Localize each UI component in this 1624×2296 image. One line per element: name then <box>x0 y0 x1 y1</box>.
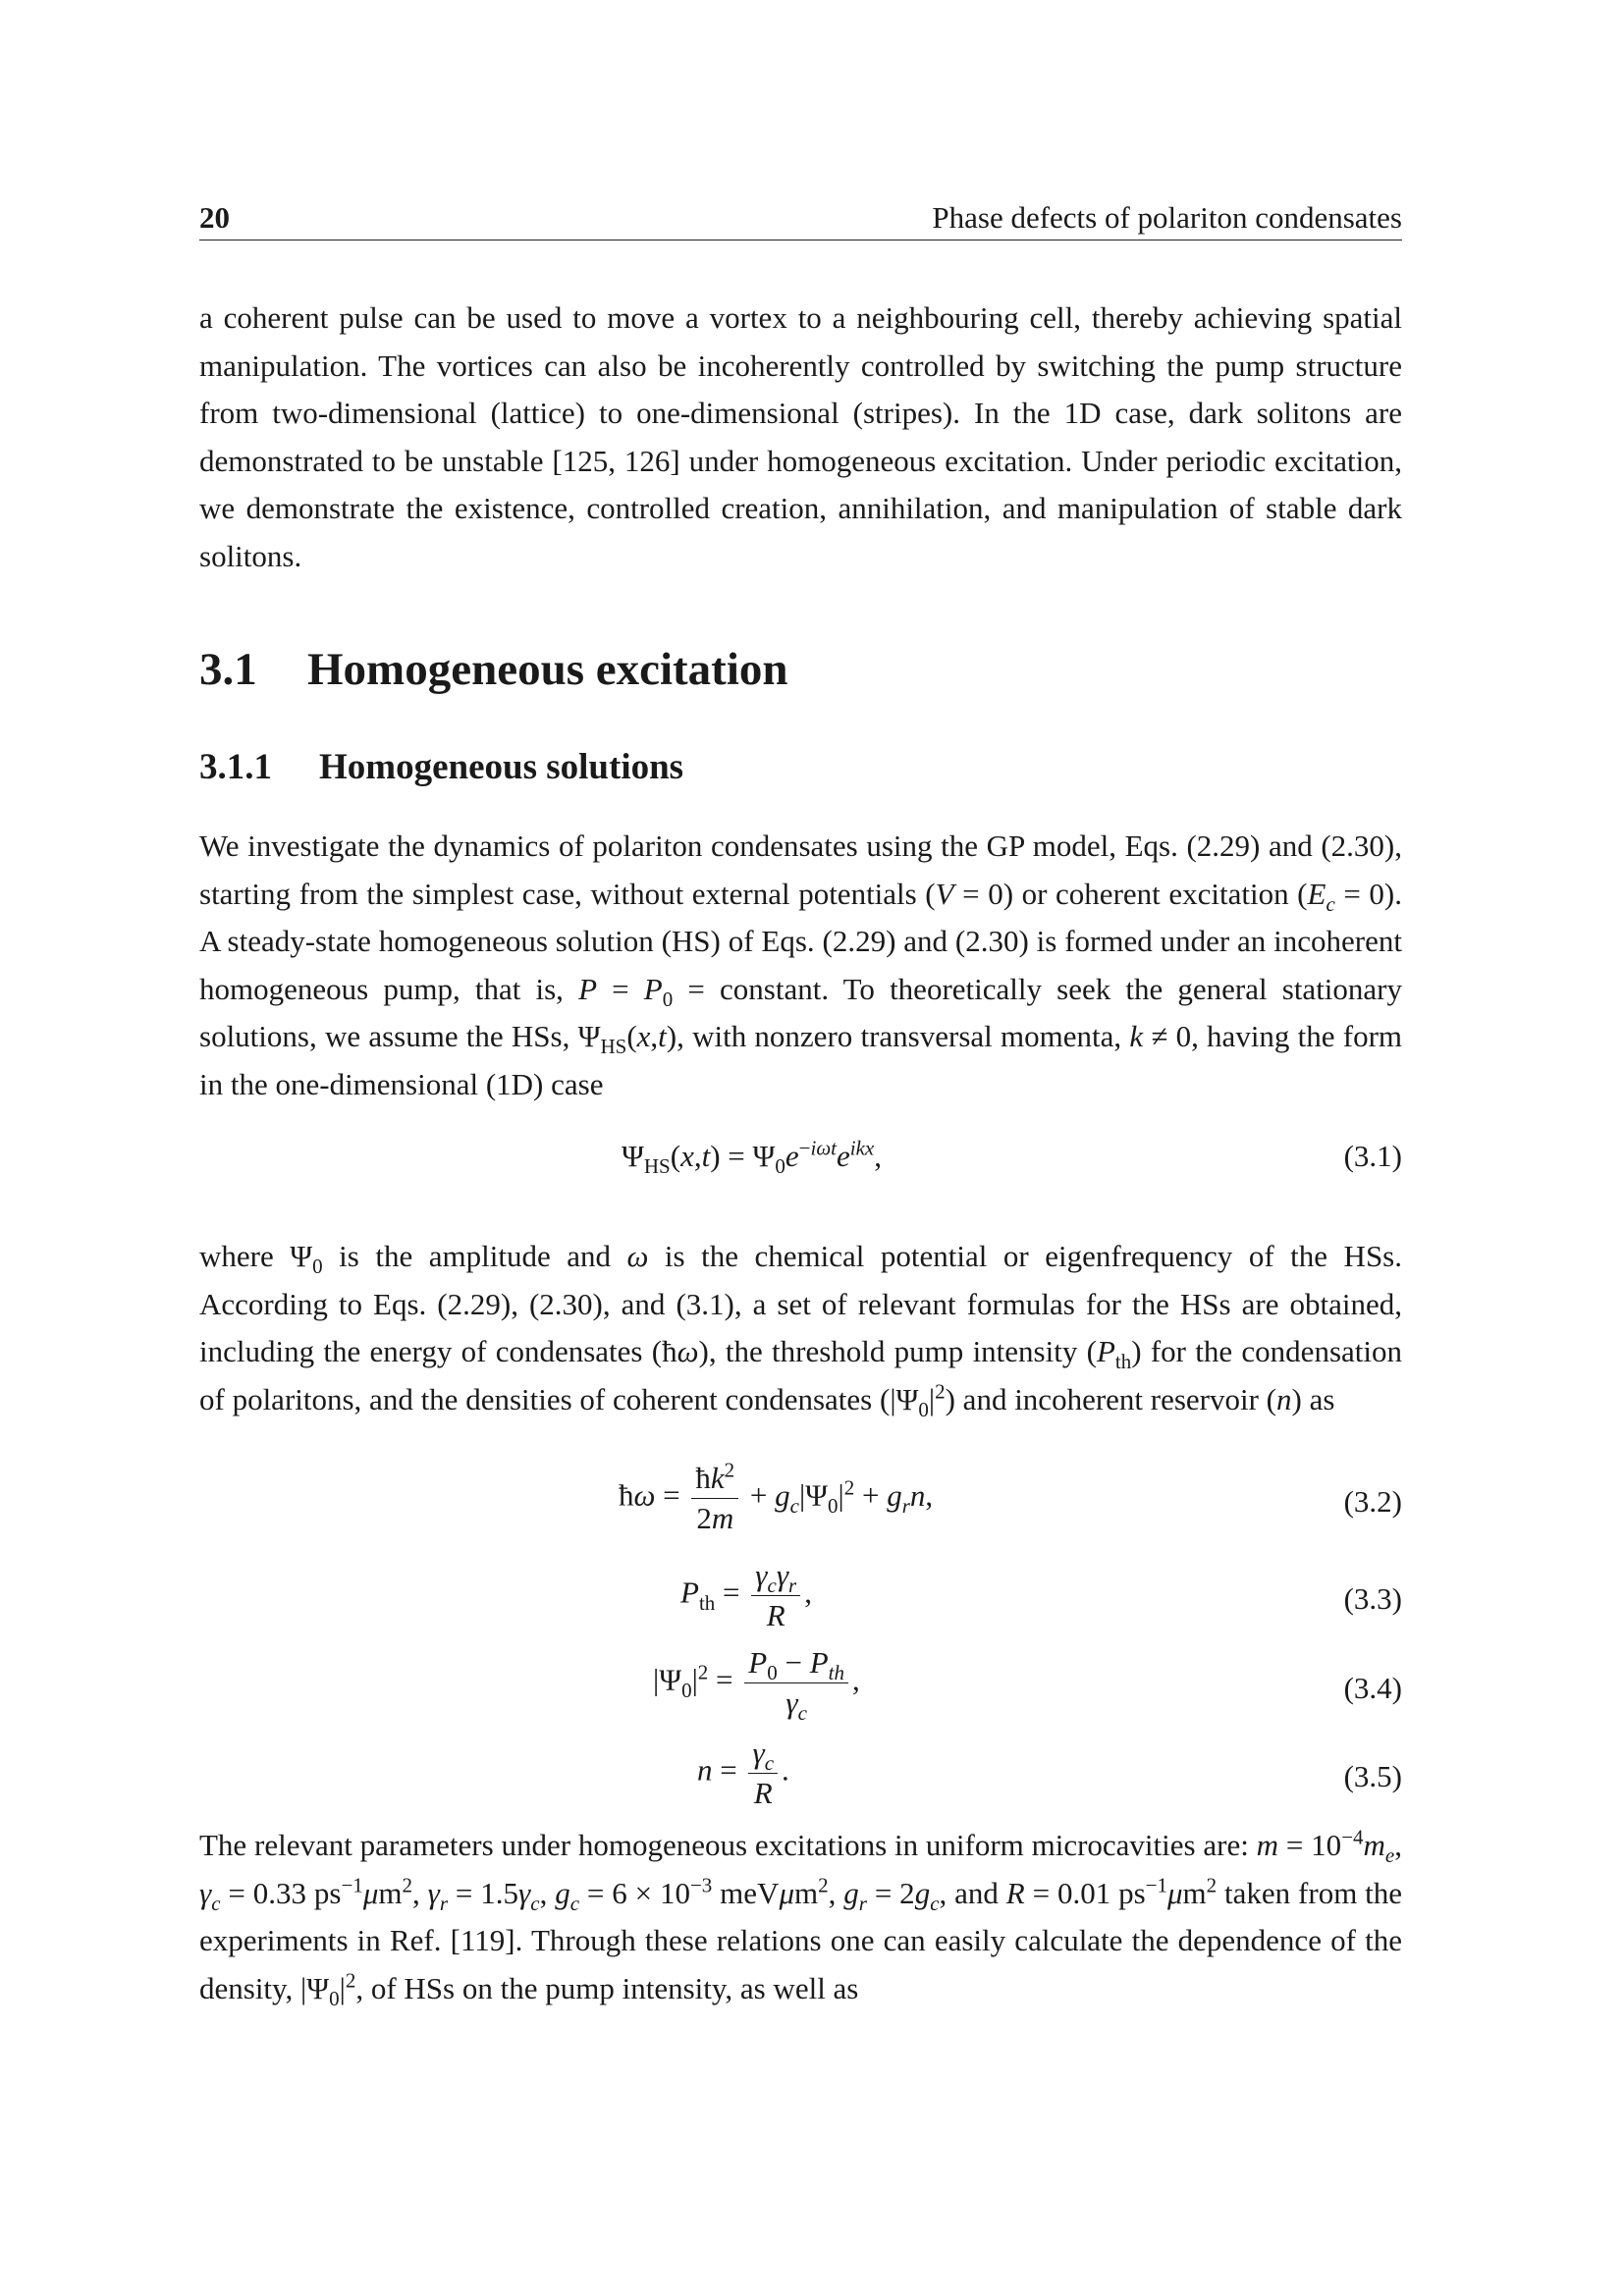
equation-number: (3.4) <box>1343 1671 1402 1705</box>
equation-3-5: n = $\frac{\gamma_c}{R}$ . (3.5) <box>697 1735 1402 1810</box>
equation-3-1: $\Psi_{HS}(x,t) = \Psi_0e^{-i\omega t}e^{ikx}$, (3.1) <box>622 1136 1402 1179</box>
paragraph-gp-model: We investigate the dynamics of polariton condensates using the GP model, Eqs. (2.29) and (2.30), starting from the simplest case, without external potentials (V = 0) or coherent excitation $(E_c = 0)$. A steady-state homogeneous solution (HS) of Eqs. (2.29) and (2.30) is formed under an incoherent homogeneous pump, that is, $P = P_0$ = constant. To theoretically seek the general stationary solutions, we assume the HSs, $\Psi_{HS}(x,t)$, with nonzero transversal momenta, k ≠ 0, having the form in the one-dimensional (1D) case <box>199 828 1403 1101</box>
page-number: 20 <box>199 200 230 235</box>
paragraph-parameters: The relevant parameters under homogeneous excitations in uniform microcavities are: $m = 10^{-4}m_e$, $\gamma_c = 0.33$ $ps^{-1}\mu m^2$, $\gamma_r = 1.5\gamma_c$, $g_c = 6 \times 10^{-3}$ meVμm$^2$, $g_r = 2g_c$, and R = 0.01 $ps^{-1}\mu m^2$ taken from the experiments in Ref. [119]. Through these relations one can easily calculate the dependence of the density, $|\Psi_0|^2$, of HSs on the pump intensity, as well as <box>199 1825 1403 2010</box>
equation-number: (3.5) <box>1343 1759 1402 1793</box>
running-header <box>199 196 1402 240</box>
subsection-heading <box>199 746 683 788</box>
equation-3-2: ħω = $\frac{ħk^2}{2m}$ + $g_c|\Psi_0|^2 + g_rn$, (3.2) <box>619 1458 1402 1535</box>
subsection-title: Homogeneous solutions <box>319 747 684 787</box>
equation-3-3: $P_{th}$ = $\frac{\gamma_c\gamma_r}{R}$ , (3.3) <box>680 1558 1402 1632</box>
equation-number: (3.2) <box>1343 1484 1402 1519</box>
paragraph-hs-formulas: where $\Psi_0$ is the amplitude and ω is the chemical potential or eigenfrequency of the HSs. According to Eqs. (2.29), (2.30), and (3.1), a set of relevant formulas for the HSs are obtained, including the energy of condensates (ħω), the threshold pump intensity $(P_{th})$ for the condensation of polaritons, and the densities of coherent condensates $(|\Psi_0|^2)$ and incoherent reservoir (n) as <box>199 1239 1402 1421</box>
section-title: Homogeneous excitation <box>307 644 788 695</box>
running-title: Phase defects of polariton condensates <box>932 200 1402 235</box>
paragraph-intro: a coherent pulse can be used to move a vortex to a neighbouring cell, thereby achieving spatial manipulation. The vortices can also be incoherently controlled by switching the pump structure from two-dimensional (lattice) to one-dimensional (stripes). In the 1D case, dark solitons are demonstrated to be unstable [125, 126] under homogeneous excitation. Under periodic excitation, we demonstrate the existence, controlled creation, annihilation, and manipulation of stable dark solitons. <box>199 300 1402 573</box>
equation-number: (3.3) <box>1343 1581 1402 1616</box>
subsection-number: 3.1.1 <box>199 747 272 787</box>
section-heading <box>199 643 788 696</box>
equation-number: (3.1) <box>1343 1139 1402 1173</box>
equation-3-4: $|\Psi_0|^2$ = $\frac{P_0 - P_{th}}{\gamma_c}$ , (3.4) <box>653 1645 1402 1726</box>
section-number: 3.1 <box>199 644 257 695</box>
